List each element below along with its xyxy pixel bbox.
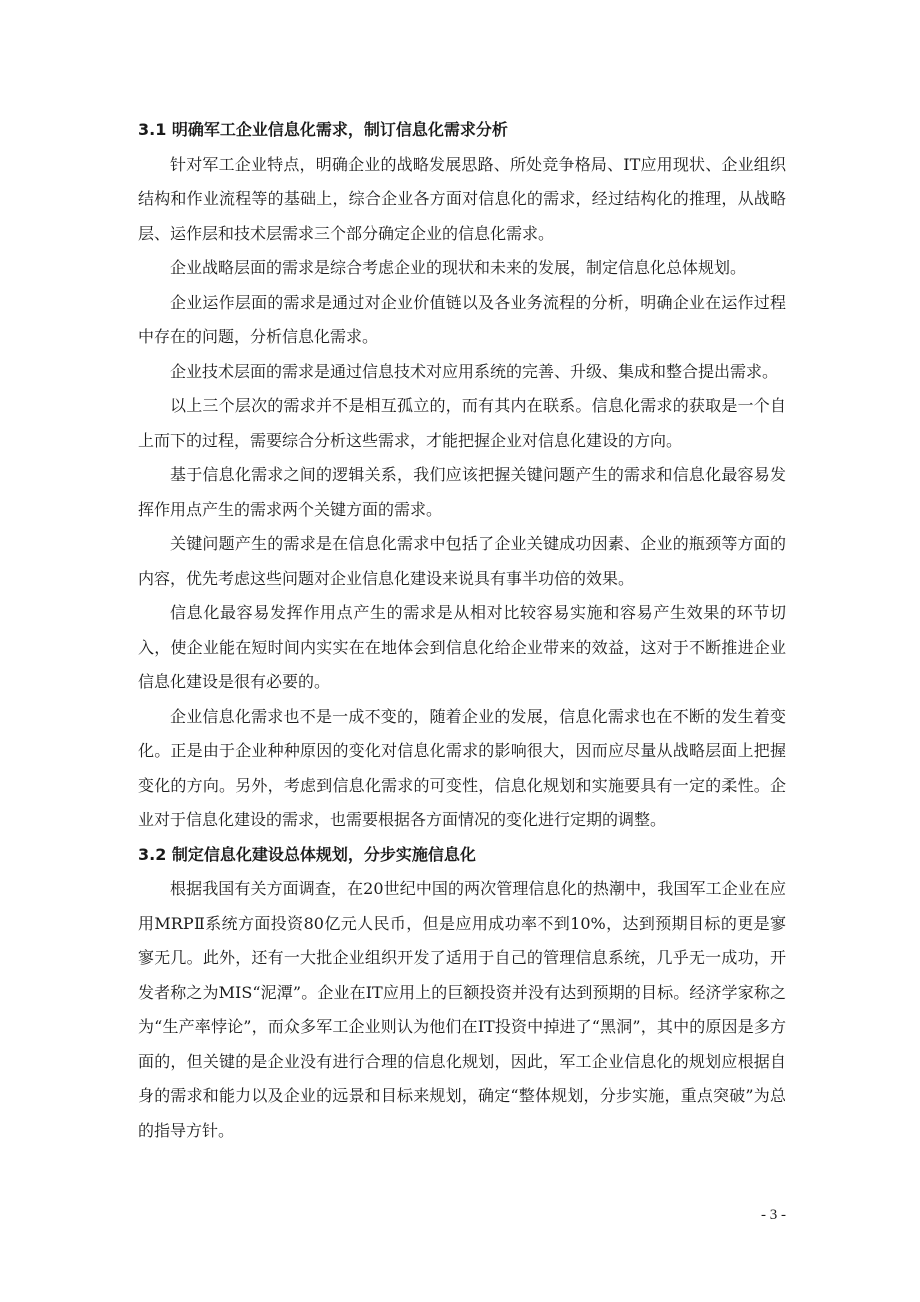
paragraph: 以上三个层次的需求并不是相互孤立的，而有其内在联系。信息化需求的获取是一个自上而下的过程，需要综合分析这些需求，才能把握企业对信息化建设的方向。: [138, 396, 786, 450]
paragraph: 基于信息化需求之间的逻辑关系，我们应该把握关键问题产生的需求和信息化最容易发挥作用点产生的需求两个关键方面的需求。: [138, 465, 786, 519]
section-heading-3-1: 3.1 明确军工企业信息化需求，制订信息化需求分析: [138, 120, 508, 139]
page-number: - 3 -: [761, 1207, 786, 1223]
paragraph: 企业战略层面的需求是综合考虑企业的现状和未来的发展，制定信息化总体规划。: [170, 258, 747, 277]
paragraph: 根据我国有关方面调查，在20世纪中国的两次管理信息化的热潮中，我国军工企业在应用MRPⅡ系统方面投资80亿元人民币，但是应用成功率不到10%，达到预期目标的更是寥寥无几。此外，还有一大批企业组织开发了适用于自己的管理信息系统，几乎无一成功，开发者称之为MIS“泥潭”。企业在IT应用上的巨额投资并没有达到预期的目标。经济学家称之为“生产率悖论”，而众多军工企业则认为他们在IT投资中掉进了“黑洞”，其中的原因是多方面的，但关键的是企业没有进行合理的信息化规划，因此，军工企业信息化的规划应根据自身的需求和能力以及企业的远景和目标来规划，确定“整体规划，分步实施，重点突破”为总的指导方针。: [138, 879, 786, 1140]
paragraph: 信息化最容易发挥作用点产生的需求是从相对比较容易实施和容易产生效果的环节切入，使企业能在短时间内实实在在地体会到信息化给企业带来的效益，这对于不断推进企业信息化建设是很有必要的。: [138, 603, 786, 691]
paragraph: 针对军工企业特点，明确企业的战略发展思路、所处竞争格局、IT应用现状、企业组织结构和作业流程等的基础上，综合企业各方面对信息化的需求，经过结构化的推理，从战略层、运作层和技术层需求三个部分确定企业的信息化需求。: [138, 154, 786, 243]
paragraph: 企业运作层面的需求是通过对企业价值链以及各业务流程的分析，明确企业在运作过程中存在的问题，分析信息化需求。: [138, 292, 786, 346]
paragraph: 企业信息化需求也不是一成不变的，随着企业的发展，信息化需求也在不断的发生着变化。正是由于企业种种原因的变化对信息化需求的影响很大，因而应尽量从战略层面上把握变化的方向。另外，考虑到信息化需求的可变性，信息化规划和实施要具有一定的柔性。企业对于信息化建设的需求，也需要根据各方面情况的变化进行定期的调整。: [138, 706, 786, 829]
paragraph: 关键问题产生的需求是在信息化需求中包括了企业关键成功因素、企业的瓶颈等方面的内容，优先考虑这些问题对企业信息化建设来说具有事半功倍的效果。: [138, 534, 786, 588]
paragraph: 企业技术层面的需求是通过信息技术对应用系统的完善、升级、集成和整合提出需求。: [170, 361, 779, 381]
section-heading-3-2: 3.2 制定信息化建设总体规划，分步实施信息化: [138, 844, 476, 864]
page-content: [138, 113, 786, 1148]
